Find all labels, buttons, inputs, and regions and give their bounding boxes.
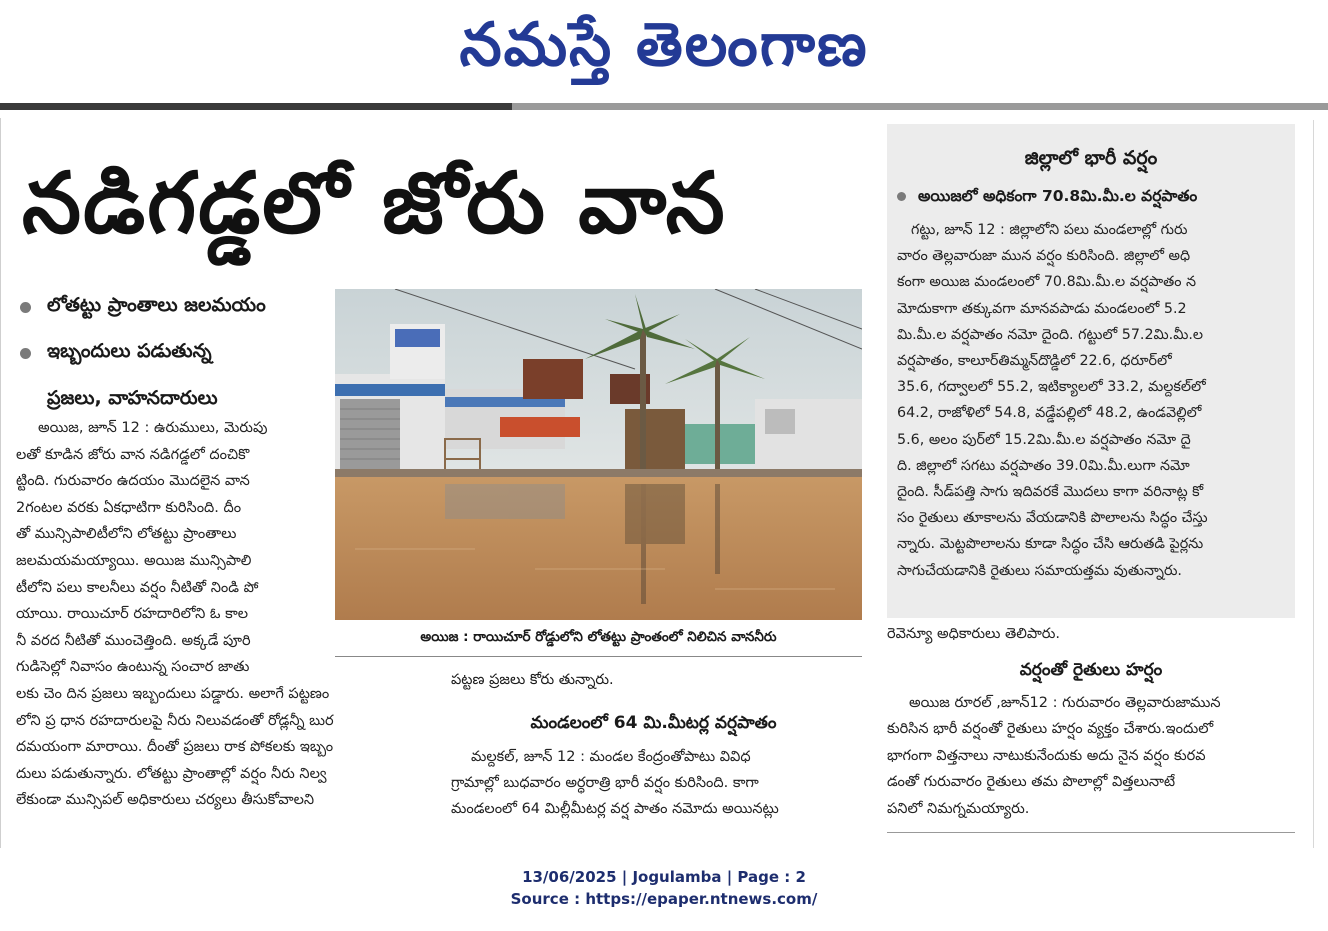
farmers-story-title: వర్షంతో రైతులు హర్షం: [1019, 660, 1163, 680]
district-rain-title: జిల్లాలో భారీ వర్షం: [1024, 147, 1158, 169]
bullet-item: [20, 284, 340, 330]
body-line: దమయంగా మారాయి. దీంతో ప్రజలు రాక పోకలకు ఇబ్బం: [16, 739, 334, 756]
left-column-edge: [0, 118, 1, 848]
bullet-text-continued: ప్రజలు, వాహనదారులు: [47, 387, 218, 409]
body-line: వారం తెల్లవారుజా మున వర్షం కురిసింది. జిల్లాలో అధి: [897, 248, 1191, 265]
body-line: 35.6, గద్వాలలో 55.2, ఇటిక్యాలలో 33.2, మల్దకల్‌లో: [897, 379, 1206, 396]
article-body-narrow: [16, 415, 328, 681]
masthead: [0, 0, 1328, 96]
body-line: మల్దకల్, జూన్ 12 : మండల కేంద్రంతోపాటు వివిధ: [471, 749, 751, 765]
body-line: తో మున్సిపాలిటీలోని లోతట్టు ప్రాంతాలు: [16, 526, 237, 543]
bullet-dot-icon: [20, 302, 31, 313]
mandal-story-body: [451, 744, 861, 822]
body-line: కంగా అయిజ మండలంలో 70.8మి.మీ.ల వర్షపాతం న: [897, 274, 1197, 291]
bullet-text: ఇబ్బందులు పడుతున్న: [47, 339, 212, 362]
farmers-story-body: [887, 690, 1295, 822]
body-line: కురిసిన భారీ వర్షంతో రైతులు హర్షం వ్యక్తం చేశారు.ఇందులో: [887, 721, 1214, 738]
bullet-dot-icon: [20, 348, 31, 359]
page-footer: [0, 866, 1328, 910]
mandal-story-title: మండలంలో 64 మి.మీటర్ల వర్షపాతం: [530, 713, 777, 733]
body-line: సం రైతులు తూకాలను వేయడానికి పొలాలను సిద్ధం చేస్తు: [897, 510, 1208, 527]
body-line: 2గంటల వరకు ఏకధాటిగా కురిసింది. దీం: [16, 499, 242, 516]
article-continuation: పట్టణ ప్రజలు కోరు తున్నారు.: [451, 672, 614, 688]
body-line: లకు చెం దిన ప్రజలు ఇబ్బందులు పడ్డారు. అలాగే పట్టణం: [16, 686, 330, 702]
body-line: మోదుకాగా తక్కువగా మానవపాడు మండలంలో 5.2: [897, 300, 1187, 317]
body-line: దులు పడుతున్నారు. లోతట్టు ప్రాంతాల్లో వర్షం నీరు నిల్వ: [16, 765, 327, 782]
body-line: గుడిసెల్లో నివాసం ఉంటున్న సంచార జాతు: [16, 659, 250, 676]
body-line: భాగంగా విత్తనాలు నాటుకునేందుకు అదు నైన వర్షం కురవ: [887, 747, 1206, 764]
body-line: ది. జిల్లాలో సగటు వర్షపాతం 39.0మి.మీ.లుగా నమో: [897, 457, 1190, 474]
body-line: మండలంలో 64 మిల్లీమీటర్ల వర్ష పాతం నమోదు అయినట్లు: [451, 801, 779, 817]
body-line: పనిలో నిమగ్నమయ్యారు.: [887, 800, 1030, 817]
body-line: అయిజ, జూన్ 12 : ఉరుములు, మెరుపు: [38, 420, 268, 436]
bullet-text: అయిజలో అధికంగా 70.8మి.మీ.ల వర్షపాతం: [918, 187, 1198, 205]
body-line: డంతో గురువారం రైతులు తమ పొలాల్లో విత్తలునాటే: [887, 774, 1176, 791]
masthead-rule-light: [512, 103, 1328, 110]
photo-caption: అయిజ : రాయిచూర్ రోడ్డులోని లోతట్టు ప్రాంతంలో నిలిచిన వాననీరు: [420, 629, 777, 645]
district-rain-bullet: [897, 181, 1292, 211]
district-rain-tail: రెవెన్యూ అధికారులు తెలిపారు.: [887, 626, 1061, 642]
source-link[interactable]: Source : https://epaper.ntnews.com/: [510, 890, 818, 908]
body-line: మి.మీ.ల వర్షపాతం నమో దైంది. గట్టులో 57.2మి.మీ.ల: [897, 326, 1204, 343]
body-line: సాగుచేయడానికి రైతులు సమాయత్తమ వుతున్నారు.: [897, 562, 1182, 579]
body-line: గట్టు, జూన్ 12 : జిల్లాలోని పలు మండలాల్లో గురు: [911, 222, 1188, 238]
body-line: జలమయమయ్యాయి. అయిజ మున్సిపాలి: [16, 552, 252, 569]
article-body-wide: [16, 681, 428, 814]
body-line: లతో కూడిన జోరు వాన నడిగడ్డలో దంచికొ: [16, 446, 250, 463]
caption-divider: [335, 656, 862, 657]
masthead-rule-dark: [0, 103, 512, 110]
body-line: న్నారు. మెట్టపొలాలను కూడా సిద్ధం చేసి ఆరుతడి పైర్లను: [897, 536, 1204, 553]
article-bullets: [20, 284, 340, 420]
body-line: ట్టింది. గురువారం ఉదయం మొదలైన వాన: [16, 473, 250, 490]
body-line: 5.6, అలం పుర్‌లో 15.2మి.మీ.ల వర్షపాతం నమో దై: [897, 431, 1191, 448]
body-line: దైంది. సీడ్‌పత్తి సాగు ఇదివరకే మొదలు కాగా వరినాట్ల కో: [897, 484, 1204, 501]
body-line: లేకుండా మున్సిపల్ అధికారులు చర్యలు తీసుకోవాలని: [16, 792, 315, 809]
newspaper-logo: నమస్తే తెలంగాణ: [459, 10, 869, 80]
body-line: టీలోని పలు కాలనీలు వర్షం నీటితో నిండి పో: [16, 579, 259, 596]
body-line: వర్షపాతం, కాలూర్‌తిమ్మన్‌దొడ్డిలో 22.6, ధరూర్‌లో: [897, 353, 1172, 370]
edition-info: 13/06/2025 | Jogulamba | Page : 2: [522, 868, 806, 886]
bullet-dot-icon: [897, 192, 906, 201]
sidebar-bottom-rule: [887, 832, 1295, 833]
bullet-item: [20, 330, 340, 376]
body-line: యాయి. రాయిచూర్ రహదారిలోని ఓ కాల: [16, 606, 248, 623]
body-line: లోని ప్ర ధాన రహదారులపై నీరు నిలువడంతో రోడ్లన్నీ బుర: [16, 712, 334, 729]
body-line: అయిజ రూరల్ ,జూన్12 : గురువారం తెల్లవారుజామున: [909, 695, 1221, 711]
body-line: 64.2, రాజోళిలో 54.8, వడ్డేపల్లిలో 48.2, ఉండవెల్లిలో: [897, 405, 1202, 422]
right-column-edge: [1313, 120, 1314, 848]
article-headline: నడిగడ్డలో జోరు వాన: [22, 154, 727, 252]
flood-photo: [335, 289, 862, 620]
body-line: గ్రామాల్లో బుధవారం అర్ధరాత్రి భారీ వర్షం కురిసింది. కాగా: [451, 775, 759, 791]
district-rain-body: [897, 217, 1287, 584]
bullet-text: లోతట్టు ప్రాంతాలు జలమయం: [47, 293, 266, 316]
body-line: నీ వరద నీటితో ముంచెత్తింది. అక్కడే పూరి: [16, 632, 251, 649]
